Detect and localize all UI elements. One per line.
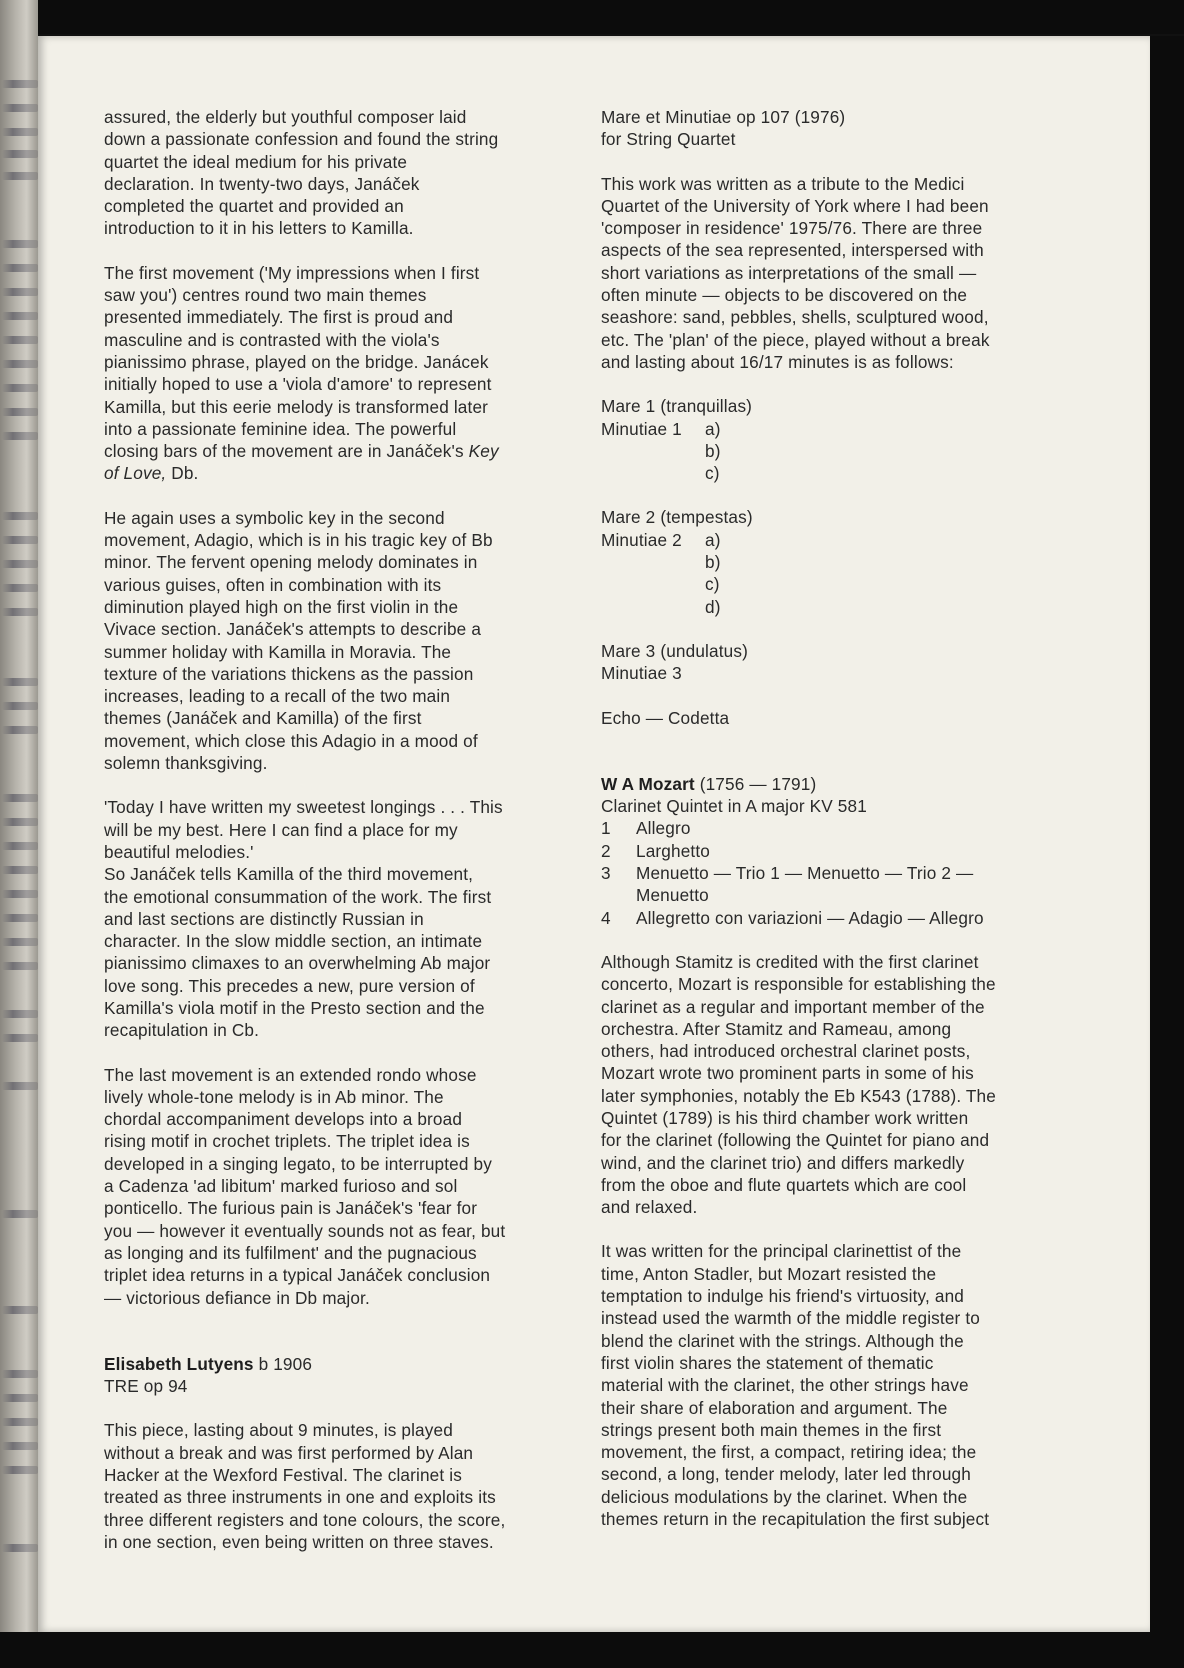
minutiae-2-row — [601, 529, 1071, 618]
janacek-paragraph-second-movement: He again uses a symbolic key in the second movement, Adagio, which is in his tragic key of Bb minor. The fervent opening melody dominates in various guises, often in combination with its diminution played high on the first violin in the Vivace section. Janáček's attempts to describe a summer holiday with Kamilla in Moravia. The texture of the variations thickens as the passion increases, leading to a recall of the two main themes (Janáček and Kamilla) of the first movement, which close this Adagio in a mood of solemn thanksgiving. — [104, 507, 493, 774]
mozart-heading — [601, 773, 1071, 795]
mare-plan-section-2 — [601, 506, 1071, 617]
movement-number: 1 — [601, 818, 611, 839]
composer-name-lutyens: Elisabeth Lutyens — [104, 1353, 254, 1374]
spacer — [601, 685, 1071, 707]
document-page — [38, 36, 1150, 1632]
previous-page-edge — [0, 0, 38, 1632]
scan-border-top — [0, 0, 1184, 34]
lutyens-work-title: TRE op 94 — [104, 1376, 188, 1397]
janacek-paragraph-last-movement: The last movement is an extended rondo whose lively whole-tone melody is in Ab minor. The chordal accompaniment develops into a broad rising motif in crochet triplets. The triplet idea is developed in a singing legato, to be interrupted by a Cadenza 'ad libitum' marked furioso and sol ponticello. The furious pain is Janáček's 'fear for you — however it eventually sounds not as fear, but as longing and its fulfilment' and the pugnacious triplet idea returns in a typical Janáček conclusion — victorious defiance in Db major. — [104, 1064, 506, 1308]
minutiae-1-row — [601, 418, 1071, 485]
minutiae-2-label: Minutiae 2 — [601, 529, 682, 550]
minutiae-item: c) — [705, 463, 720, 484]
mare-paragraph: This work was written as a tribute to the Medici Quartet of the University of York where I had been 'composer in residence' 1975/76. There are three aspects of the sea represented, interspersed with short variations as interpretations of the small — often minute — objects to be discovered on the seashore: sand, pebbles, shells, sculptured wood, etc. The 'plan' of the piece, played without a break and lasting about 16/17 minutes is as follows: — [601, 173, 990, 372]
key-of-love-italic: Key of Love, — [104, 441, 499, 484]
mare-work-title: Mare et Minutiae op 107 (1976) for String Quartet — [601, 107, 846, 150]
mare-2: Mare 2 (tempestas) — [601, 507, 753, 528]
left-column — [104, 106, 564, 1575]
movement-number: 3 — [601, 863, 611, 884]
mare-3: Mare 3 (undulatus) — [601, 640, 748, 661]
janacek-paragraph-third-movement: 'Today I have written my sweetest longings . . . This will be my best. Here I can find a place for my beautiful melodies.' So Janáček tells Kamilla of the third movement, the emotional consummation of the work. The first and last sections are distinctly Russian in character. In the slow middle section, an intimate pianissimo climaxes to an overwhelming Ab major love song. This precedes a new, pure version of Kamilla's viola motif in the Presto section and the recapitulation in Cb. — [104, 797, 503, 1041]
composer-dates-mozart: (1756 — 1791) — [694, 773, 817, 794]
scan-border-bottom — [0, 1632, 1184, 1668]
minutiae-1-items — [705, 418, 721, 485]
janacek-paragraph-first-movement — [104, 262, 564, 485]
movement-title: Allegro — [636, 818, 691, 839]
minutiae-item: a) — [705, 418, 721, 439]
lutyens-paragraph: This piece, lasting about 9 minutes, is played without a break and was first performed by Alan Hacker at the Wexford Festival. The clarinet is treated as three instruments in one and exploits its three different registers and tone colours, the score, in one section, even being written on three staves. — [104, 1420, 506, 1552]
mare-1: Mare 1 (tranquillas) — [601, 396, 753, 417]
spacer — [104, 1331, 564, 1353]
minutiae-item: d) — [705, 596, 721, 617]
mare-plan-section-3 — [601, 640, 1071, 685]
janacek-paragraph-intro: assured, the elderly but youthful composer laid down a passionate confession and found the string quartet the ideal medium for his private declaration. In twenty-two days, Janáček completed the quartet and provided an introduction to it in his letters to Kamilla. — [104, 107, 499, 239]
spacer — [601, 484, 1071, 506]
spacer — [601, 618, 1071, 640]
minutiae-3: Minutiae 3 — [601, 663, 682, 684]
composer-dates-lutyens: b 1906 — [253, 1353, 313, 1374]
list-item — [601, 840, 1071, 862]
mozart-paragraph-1: Although Stamitz is credited with the first clarinet concerto, Mozart is responsible for establishing the clarinet as a regular and important member of the orchestra. After Stamitz and Rameau, among others, had introduced orchestral clarinet posts, Mozart wrote two prominent parts in some of his later symphonies, notably the Eb K543 (1788). The Quintet (1789) is his third chamber work written for the clarinet (following the Quintet for piano and wind, and the clarinet trio) and differs markedly from the oboe and flute quartets which are cool and relaxed. — [601, 951, 996, 1218]
list-item — [601, 817, 1071, 839]
minutiae-item: b) — [705, 552, 721, 573]
minutiae-item: c) — [705, 574, 720, 595]
list-item — [601, 907, 1071, 929]
composer-name-mozart: W A Mozart — [601, 773, 695, 794]
first-movement-text-end: Db. — [166, 463, 199, 484]
minutiae-2-items — [705, 529, 721, 618]
movement-title: Menuetto — Trio 1 — Menuetto — Trio 2 — Menuetto — [636, 863, 974, 906]
mozart-work-title: Clarinet Quintet in A major KV 581 — [601, 796, 867, 817]
minutiae-item: a) — [705, 529, 721, 550]
scan-border-right — [1150, 36, 1184, 1632]
minutiae-1-label: Minutiae 1 — [601, 418, 682, 439]
first-movement-text: The first movement ('My impressions when I first saw you') centres round two main themes presented immediately. The first is proud and masculine and is contrasted with the viola's pianissimo phrase, played on the bridge. Janácek initially hoped to use a 'viola d'amore' to represent Kamilla, but this eerie melody is transformed later into a passionate feminine idea. The powerful closing bars of the movement are in Janáček's — [104, 262, 492, 462]
spacer — [601, 751, 1071, 773]
movement-number: 4 — [601, 907, 611, 928]
list-item — [601, 862, 1071, 907]
movement-title: Larghetto — [636, 840, 710, 861]
movement-title: Allegretto con variazioni — Adagio — Allegro — [636, 907, 984, 928]
minutiae-item: b) — [705, 440, 721, 461]
right-column — [601, 106, 1071, 1552]
mozart-movement-list — [601, 817, 1071, 928]
lutyens-heading — [104, 1353, 564, 1375]
mare-plan-section-1 — [601, 395, 1071, 484]
echo-codetta: Echo — Codetta — [601, 707, 730, 728]
movement-number: 2 — [601, 840, 611, 861]
spacer — [601, 929, 1071, 951]
mozart-paragraph-2: It was written for the principal clarinettist of the time, Anton Stadler, but Mozart resisted the temptation to indulge his friend's virtuosity, and instead used the warmth of the middle register to blend the clarinet with the strings. Although the first violin shares the statement of thematic material with the clarinet, the other strings have their share of elaboration and argument. The strings present both main themes in the first movement, the first, a compact, retiring idea; the second, a long, tender melody, later led through delicious modulations by the clarinet. When the themes return in the recapitulation the first subject — [601, 1241, 990, 1530]
